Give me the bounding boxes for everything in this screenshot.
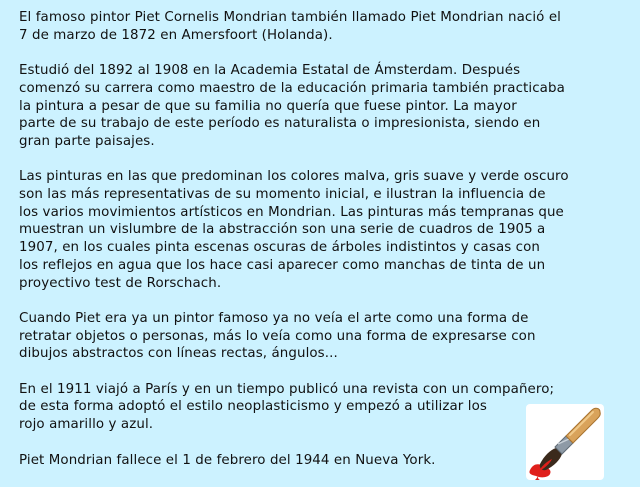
text-line: son las más representativas de su momento inicial, e ilustran la influencia de — [19, 187, 546, 202]
paintbrush-icon — [526, 404, 604, 480]
text-line: rojo amarillo y azul. — [19, 417, 154, 433]
text-line: muestran un vislumbre de la abstracción son una serie de cuadros de 1905 a — [19, 222, 546, 238]
text-line: retratar objetos o personas, más lo veía como una forma de expresarse con — [19, 328, 536, 344]
paragraph-early-paintings — [19, 168, 619, 292]
paintbrush-svg — [526, 404, 604, 480]
paragraph-abstraction — [19, 310, 619, 363]
text-line: la pintura a pesar de que su familia no quería que fuese pintor. La mayor — [19, 98, 517, 114]
text-line: Piet Mondrian fallece el 1 de febrero del 1944 en Nueva York. — [19, 452, 436, 468]
text-line: Estudió del 1892 al 1908 en la Academia Estatal de Ámsterdam. Después — [19, 63, 521, 79]
text-line: gran parte paisajes. — [19, 133, 155, 149]
text-line: En el 1911 viajó a París y en un tiempo publicó una revista con un compañero; — [19, 381, 555, 397]
text-line: comenzó su carrera como maestro de la educación primaria también practicaba — [19, 80, 565, 96]
text-line: proyectivo test de Rorschach. — [19, 275, 222, 291]
text-line: El famoso pintor Piet Cornelis Mondrian también llamado Piet Mondrian nació el — [19, 10, 561, 25]
text-line: los varios movimientos artísticos en Mondrian. Las pinturas más tempranas que — [19, 204, 564, 220]
paragraph-studies — [19, 62, 619, 151]
paragraph-birth — [19, 9, 619, 44]
text-line: de esta forma adoptó el estilo neoplasticismo y empezó a utilizar los — [19, 399, 487, 415]
text-line: 1907, en los cuales pinta escenas oscuras de árboles indistintos y casas con — [19, 240, 541, 256]
text-line: 7 de marzo de 1872 en Amersfoort (Holanda). — [19, 27, 333, 43]
text-line: los reflejos en agua que los hace casi aparecer como manchas de tinta de un — [19, 257, 546, 273]
text-line: dibujos abstractos con líneas rectas, ángulos... — [19, 346, 338, 362]
text-line: Cuando Piet era ya un pintor famoso ya no veía el arte como una forma de — [19, 310, 529, 326]
text-line: parte de su trabajo de este período es naturalista o impresionista, siendo en — [19, 116, 541, 132]
text-line: Las pinturas en las que predominan los colores malva, gris suave y verde oscuro — [19, 169, 569, 185]
